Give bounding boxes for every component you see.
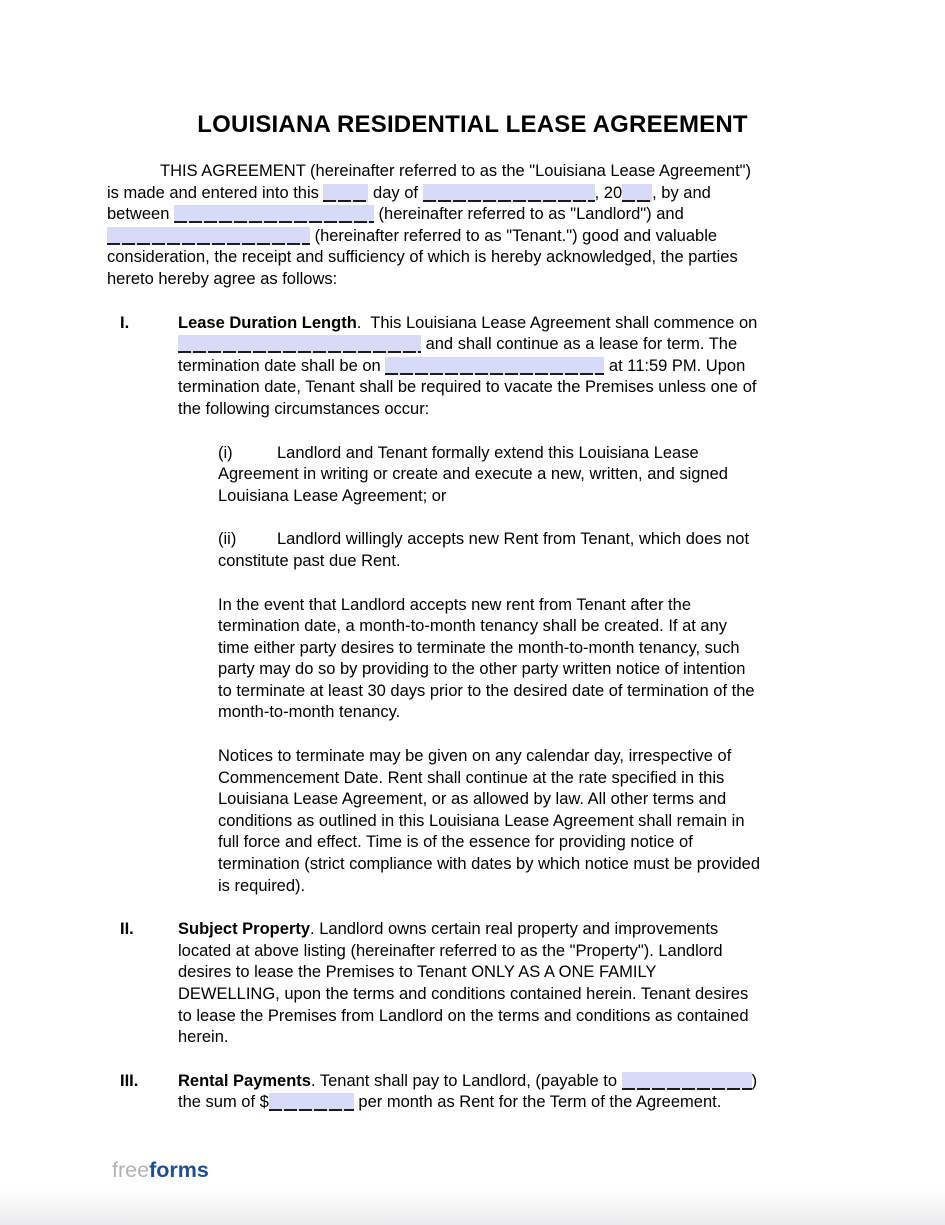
brand-free-text: free	[112, 1158, 150, 1182]
bold-lead-text: Lease Duration Length	[178, 313, 357, 332]
paragraph: Rental Payments. Tenant shall pay to Landlord, (payable to ) the sum of $ per month as Rent for the Term of the Agreement.	[178, 1071, 758, 1112]
bold-lead-text: Rental Payments	[178, 1071, 311, 1090]
brand-forms-text: forms	[149, 1158, 209, 1182]
payee-name-blank[interactable]	[622, 1072, 752, 1090]
section-number: III.	[120, 1071, 139, 1090]
section-lease-duration	[107, 313, 838, 920]
paragraph: (ii) Landlord willingly accepts new Rent from Tenant, which does not constitute past due Rent.	[218, 530, 750, 570]
footer-brand-logo	[112, 1157, 209, 1183]
day-blank[interactable]	[323, 184, 368, 202]
document-body	[107, 161, 838, 1136]
commencement-date-blank[interactable]	[178, 335, 421, 353]
paragraph: Subject Property. Landlord owns certain real property and improvements located at above listing (hereinafter referred to as the "Property"). Landlord desires to lease the Premises to Tenant ONLY AS A ONE FAMILY DEWELLING, upon the terms and conditions contained herein. Tenant desires to lease the Premises from Landlord on the terms and conditions as contained herein.	[178, 920, 749, 1047]
monthly-rent-blank[interactable]	[269, 1093, 354, 1111]
paragraph: In the event that Landlord accepts new rent from Tenant after the termination date, a month-to-month tenancy shall be created. If at any time either party desires to terminate the month-to-month tenancy, such party may do so by providing to the other party written notice of intention to terminate at least 30 days prior to the desired date of termination of the month-to-month tenancy.	[218, 595, 755, 722]
month-blank[interactable]	[423, 184, 595, 202]
section-body	[178, 313, 838, 920]
paragraph: (i) Landlord and Tenant formally extend this Louisiana Lease Agreement in writing or create and execute a new, written, and signed Louisiana Lease Agreement; or	[218, 443, 728, 505]
document-title: LOUISIANA RESIDENTIAL LEASE AGREEMENT	[197, 111, 748, 138]
first-line-indent	[107, 175, 160, 176]
landlord-name-blank[interactable]	[174, 205, 374, 223]
year-blank[interactable]	[622, 184, 652, 202]
section-number: I.	[120, 313, 130, 332]
bold-lead-text: Subject Property	[178, 920, 311, 939]
paragraph: Notices to terminate may be given on any calendar day, irrespective of Commencement Date. Rent shall continue at the rate specified in this Louisiana Lease Agreement, or as allowed by law. All other terms and conditions as outlined in this Louisiana Lease Agreement shall remain in full force and effect. Time is of the essence for providing notice of termination (strict compliance with dates by which notice must be provided is required).	[218, 747, 760, 895]
page-bottom-shadow	[0, 1189, 945, 1225]
list-item-marker: (i)	[218, 443, 233, 462]
section-rental-payments	[107, 1071, 838, 1136]
tenant-name-blank[interactable]	[107, 227, 310, 245]
section-body	[178, 1071, 838, 1136]
list-item-marker: (ii)	[218, 530, 237, 549]
paragraph: Lease Duration Length. This Louisiana Lease Agreement shall commence on and shall continue as a lease for term. The termination date shall be on at 11:59 PM. Upon termination date, Tenant shall be required to vacate the Premises unless one of the following circumstances occur:	[178, 313, 758, 418]
paragraph: THIS AGREEMENT (hereinafter referred to as the "Louisiana Lease Agreement") is made and entered into this day of , 20 , by and between (hereinafter referred to as "Landlord") and (hereinafter referred to as "Tenant.") good and valuable consideration, the receipt and sufficiency of which is hereby acknowledged, the parties hereto hereby agree as follows:	[107, 162, 752, 288]
section-subject-property	[107, 919, 838, 1071]
section-number: II.	[120, 920, 134, 939]
termination-date-blank[interactable]	[385, 357, 604, 375]
section-body	[178, 919, 838, 1071]
